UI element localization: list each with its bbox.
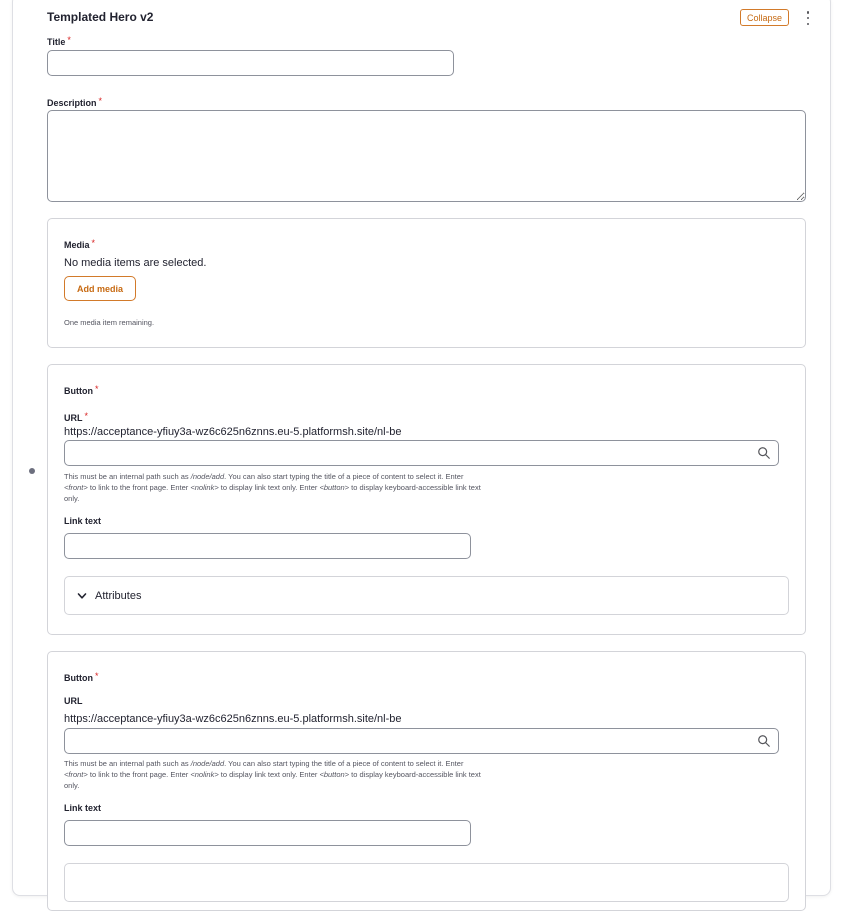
link-text-input[interactable] [64,820,471,846]
button-label-wrap [64,381,99,399]
title-label-wrap [47,32,71,50]
required-marker: * [67,35,71,45]
drag-handle-icon[interactable] [29,468,35,474]
description-label: Description [47,98,97,108]
required-marker: * [84,411,89,421]
media-remaining-text: One media item remaining. [64,318,155,327]
kebab-menu-icon[interactable] [803,11,813,25]
media-label-wrap [64,235,95,253]
required-marker: * [95,671,99,681]
attributes-details[interactable] [64,863,789,902]
media-empty-text: No media items are selected. [64,257,207,269]
url-label: URL [64,413,83,423]
media-label: Media [64,240,90,250]
url-help-text: This must be an internal path such as /node/add. You can also start typing the title of a piece of content to select it. Enter <front> to link to the front page. Enter <nolink> to display link text only. Enter <button> to display keyboard-accessible link text only. [64,472,481,503]
url-input[interactable] [64,728,779,754]
base-url-prefix: https://acceptance-yfiuy3a-wz6c625n6znns.eu-5.platformsh.site/nl-be [64,426,402,438]
base-url-prefix: https://acceptance-yfiuy3a-wz6c625n6znns.eu-5.platformsh.site/nl-be [64,713,402,725]
link-text-label: Link text [64,516,102,526]
attributes-summary[interactable] [65,577,788,614]
attributes-details[interactable] [64,576,789,615]
required-marker: * [91,238,96,248]
url-input-wrap [64,440,779,466]
url-help-text: This must be an internal path such as /node/add. You can also start typing the title of a piece of content to select it. Enter <front> to link to the front page. Enter <nolink> to display link text only. Enter <button> to display keyboard-accessible link text only. [64,759,481,790]
required-marker: * [95,384,99,394]
url-input[interactable] [64,440,779,466]
paragraph-title: Templated Hero v2 [47,10,154,24]
button-label: Button [64,673,93,683]
search-icon [757,734,771,748]
attributes-label: Attributes [95,589,142,602]
url-input-wrap [64,728,779,754]
description-label-wrap [47,93,102,111]
title-label: Title [47,37,66,47]
button-label-wrap [64,668,99,686]
add-media-button[interactable]: Add media [64,276,136,301]
collapse-button[interactable]: Collapse [740,9,789,26]
search-icon [757,446,771,460]
link-text-label: Link text [64,803,102,813]
description-textarea[interactable] [47,110,806,202]
button-label: Button [64,386,93,396]
url-label: URL [64,696,83,706]
chevron-down-icon [77,591,87,601]
url-label-wrap [64,408,88,426]
link-text-input[interactable] [64,533,471,559]
title-input[interactable] [47,50,454,76]
required-marker: * [98,96,103,106]
media-card [47,218,806,348]
